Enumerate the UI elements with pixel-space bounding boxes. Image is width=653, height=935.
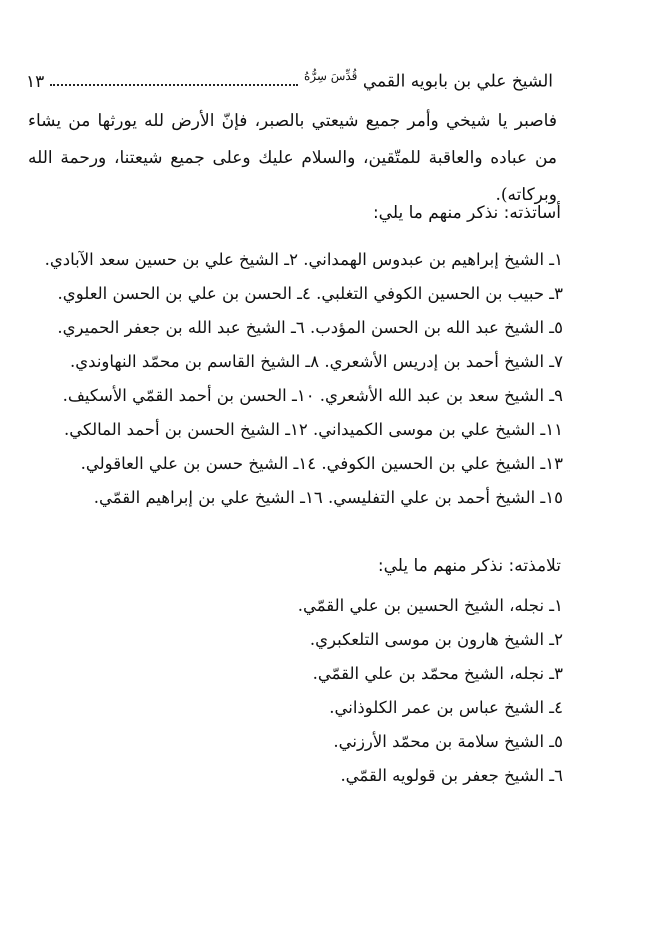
teachers-list	[45, 243, 563, 515]
intro-paragraph: فاصبر يا شيخي وأمر جميع شيعتي بالصبر، فإنّ الأرض لله يورثها من يشاء من عباده والعاقبة للمتّقين، والسلام عليك وعلى جميع شيعتنا، ورحمة الله وبركاته).	[28, 111, 557, 205]
list-item: ١ـ الشيخ إبراهيم بن عبدوس الهمداني. ٢ـ الشيخ علي بن حسين سعد الآبادي.	[44, 250, 563, 269]
running-title-text: الشيخ علي بن بابويه القمي	[362, 72, 553, 92]
teachers-heading: أساتذته: نذكر منهم ما يلي:	[372, 203, 561, 223]
list-item: ١٣ـ الشيخ علي بن الحسين الكوفي. ١٤ـ الشيخ حسن بن علي العاقولي.	[80, 454, 563, 473]
list-item: ٢ـ الشيخ هارون بن موسى التلعكبري.	[309, 630, 563, 649]
list-item: ٧ـ الشيخ أحمد بن إدريس الأشعري. ٨ـ الشيخ القاسم بن محمّد النهاوندي.	[70, 352, 563, 371]
dotted-leader	[50, 84, 298, 86]
running-header	[26, 68, 553, 92]
running-title	[304, 69, 553, 92]
list-item: ٣ـ نجله، الشيخ محمّد بن علي القمّي.	[312, 664, 563, 683]
honorific-mark: قُدِّسَ سِرُّهُ	[303, 69, 358, 84]
list-item: ٤ـ الشيخ عباس بن عمر الكلوذاني.	[329, 698, 563, 717]
students-list	[298, 589, 563, 793]
page-number: ١٣	[26, 72, 45, 92]
list-item: ٦ـ الشيخ جعفر بن قولويه القمّي.	[340, 766, 563, 785]
list-item: ٣ـ حبيب بن الحسين الكوفي التغلبي. ٤ـ الحسن بن علي بن الحسن العلوي.	[57, 284, 563, 303]
list-item: ٥ـ الشيخ عبد الله بن الحسن المؤدب. ٦ـ الشيخ عبد الله بن جعفر الحميري.	[57, 318, 563, 337]
list-item: ٩ـ الشيخ سعد بن عبد الله الأشعري. ١٠ـ الحسن بن أحمد القمّي الأسكيف.	[62, 386, 563, 405]
students-heading: تلامذته: نذكر منهم ما يلي:	[377, 556, 561, 576]
list-item: ١١ـ الشيخ علي بن موسى الكميداني. ١٢ـ الشيخ الحسن بن أحمد المالكي.	[64, 420, 563, 439]
list-item: ٥ـ الشيخ سلامة بن محمّد الأرزني.	[333, 732, 563, 751]
list-item: ١٥ـ الشيخ أحمد بن علي التفليسي. ١٦ـ الشيخ علي بن إبراهيم القمّي.	[93, 488, 563, 507]
list-item: ١ـ نجله، الشيخ الحسين بن علي القمّي.	[297, 596, 563, 615]
